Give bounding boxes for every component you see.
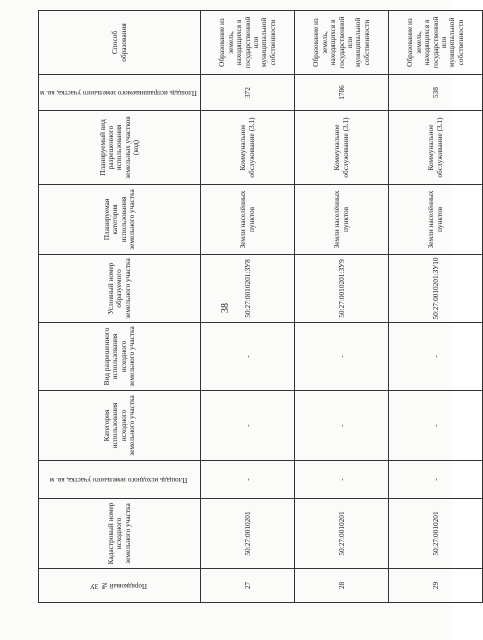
header-cell: Площадь исходного земельного участка, кв. м [39,461,201,499]
table-row [389,11,483,603]
table-cell: 50:27:0010201:ЗУ8 [201,255,295,323]
table-cell: - [295,391,389,461]
header-cell: Планируемая категория использования земельного участка [39,185,201,255]
table-cell: Земли населённых пунктов [201,185,295,255]
table-cell: 50:27:0010201 [295,499,389,569]
table-cell: Образование из земель, находящихся в государственной или муниципальной собственности [201,11,295,75]
table-cell: 50:27:0010201 [201,499,295,569]
table-cell: Образование из земель, находящихся в государственной или муниципальной собственности [389,11,483,75]
table-cell: 50:27:0010201:ЗУ10 [389,255,483,323]
header-cell: Категория использования исходного земельного участка [39,391,201,461]
header-cell: Планируемый вид разрешенного использования земельных участков (код) [39,111,201,185]
table-cell: 29 [389,569,483,603]
table-cell: - [201,391,295,461]
table-cell: - [389,323,483,391]
table-cell: - [389,391,483,461]
header-cell: Площадь испрашиваемого земельного участка, кв. м [39,75,201,111]
table-cell: 28 [295,569,389,603]
table-row [201,11,295,603]
table-cell: 538 [389,75,483,111]
land-plots-table [38,10,483,603]
table-cell: 50:27:0010201 [389,499,483,569]
table-cell: 372 [201,75,295,111]
header-cell: Условный номер образуемого земельного участка [39,255,201,323]
table-cell: - [295,461,389,499]
table-cell: - [201,323,295,391]
table-cell: 1786 [295,75,389,111]
table-cell: Образование из земель, находящихся в государственной или муниципальной собственности [295,11,389,75]
table-cell: Земли населённых пунктов [389,185,483,255]
table-cell: 27 [201,569,295,603]
table-cell: - [295,323,389,391]
header-cell: Кадастровый номер исходного земельного участка [39,499,201,569]
table-cell: Коммунальное обслуживание (3.1) [201,111,295,185]
header-cell: Вид разрешенного использования исходного земельного участка [39,323,201,391]
page-number: 38 [220,303,231,313]
header-cell: Способ образования [39,11,201,75]
table-cell: - [389,461,483,499]
rotated-table-wrapper [38,11,465,603]
table-row [295,11,389,603]
table-cell: 50:27:0010201:ЗУ9 [295,255,389,323]
table-cell: Коммунальное обслуживание (3.1) [295,111,389,185]
table-cell: - [201,461,295,499]
table-cell: Коммунальное обслуживание (3.1) [389,111,483,185]
table-cell: Земли населённых пунктов [295,185,389,255]
header-cell: Порядковый № ЗУ [39,569,201,603]
table-header-row [39,11,201,603]
